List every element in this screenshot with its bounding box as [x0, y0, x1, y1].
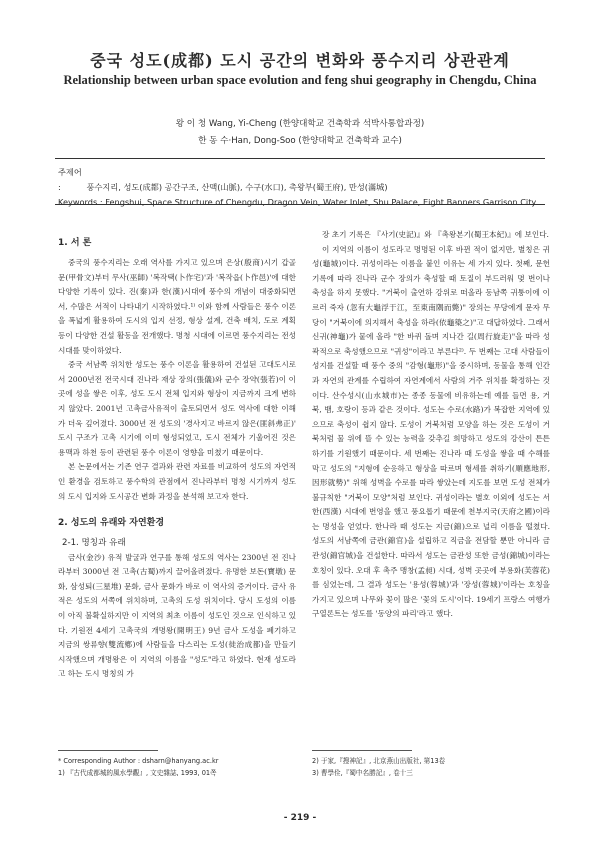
section-2-1-heading: 2-1. 명칭과 유래	[62, 538, 126, 549]
keywords-top-rule	[55, 158, 545, 159]
paper-title-english: Relationship between urban space evolution and feng shui geography in Chengdu, China	[63, 73, 537, 87]
section-1-paragraph: 본 논문에서는 기존 연구 결과와 관련 자료를 비교하여 성도의 자연적인 환경을 검토하고 풍수학의 관점에서 진나라부터 명청 시기까지 성도의 도시 입지와 도시공간 변화 과정을 분석해 보고자 한다.	[58, 462, 296, 501]
body-paragraph: 장 초기 기록은 『사기(史記)』와 『촉왕본기(蜀王本紀)』에 보인다.	[322, 230, 549, 239]
section-1-heading: 1. 서 론	[58, 238, 92, 248]
keywords-korean-text: 풍수지리, 성도(成都) 공간구조, 산맥(山脈), 수구(水口), 촉왕부(蜀王府), 만성(滿城)	[86, 182, 388, 192]
keywords-english	[58, 195, 544, 210]
section-2-heading: 2. 성도의 유래와 자연환경	[58, 518, 165, 529]
keywords-english-label: Keywords :	[58, 197, 103, 207]
footnotes-left	[58, 756, 296, 779]
left-column	[58, 228, 296, 682]
page-number: - 219 -	[283, 813, 317, 823]
author-line-2: 한 동 수·Han, Dong-Soo (한양대학교 건축학과 교수)	[198, 136, 402, 146]
keywords-english-text: Fengshui, Space Structure of Chengdu, Dragon Vein, Water Inlet, Shu Palace, Eight Banners Garrison City	[105, 197, 537, 207]
author-block	[0, 116, 600, 150]
body-paragraph: 이 지역의 이름이 성도라고 명명된 이후 바뀐 적이 없지만, 별칭은 귀성(龜城)이다. 귀성이라는 이름을 붙인 이유는 세 가지 있다. 첫째, 문헌 기록에 따라 진나라 군수 장의가 축성할 때 토질이 부드러워 몇 번이나 축성을 하지 못했다. "거북이 출연하 강위로 떠올라 동남쪽 귀퉁이에 이르러 죽자 (忽有大龜浮于江，至東南隅而斃)" 장의는 무당에게 문자 무당이 "거북이에 의지해서 축성을 하라(依龜築之)"고 대답하였다. 그래서 신귀(神龜)가 뭍에 올라 "한 바퀴 돌며 지나간 길(周行旋走)"을 따라 성곽적으로 축성했으므로 "귀성"이라고 부른다²⁾. 두 번째는 고대 사람들이 성지를 건설할 때 풍수 중의 "감형(龜形)"을 중시하며, 동물을 통해 인간과 자연의 관계를 수립하여 자연계에서 사람의 거주 위치를 확정하는 것이다. 산수성시(山水城市)는 종종 동물에 비유하는데 예를 들면 용, 거북, 뱀, 호랑이 등과 같은 것이다. 성도는 수로(水路)가 복잡한 지역에 있으므로 축성이 쉽지 않다. 도성이 거북처럼 모양을 하는 것은 도성이 거북처럼 물 위에 뜰 수 있는 능력을 갖추길 희망하고 성도의 강산이 튼튼하기를 기원했기 때문이다. 세 번째는 진나라 때 도성을 쌓을 때 수해를 막고 성도의 "지형에 순응하고 형상을 따르며 형세를 취하기(順應地形, 因形就勢)" 위해 성벽을 수로를 따라 쌓았는데 지도를 보면 도성 전체가 불규칙한 "거북이 모양"처럼 보인다. 귀성이라는 별호 이외에 성도는 서한(西漢) 시대에 번영을 했고 풍요롭기 때문에 천부지국(天府之國)이라는 명성을 얻었다. 한나라 때 성도는 지금(錦)으로 널리 이름을 떨쳤다. 성도의 서남쪽에 금관(錦官)을 설립하고 직금을 전담할 뿐만 아니라 금관성(錦官城)을 건설한다. 따라서 성도는 금관성 또한 금성(錦城)이라는 호칭이 있다. 오대 후 촉주 맹창(孟昶) 시대, 성벽 곳곳에 부용화(芙蓉花)를 심었는데, 그 결과 성도는 '용성(蓉城)'과 '장성(蓉城)'이라는 호칭을 가지고 있으며 나무와 꽃이 많은 '꽃의 도시'이다. 19세기 프랑스 여행가 구열론트는 성도를 '동양의 파리'라고 했다.	[312, 244, 550, 619]
footnote-1: 1) 『古代成都城的風水學觀』, 文史雜誌, 1993, 01쪽	[58, 768, 217, 777]
section-1-paragraph: 중국의 풍수지리는 오래 역사를 가지고 있으며 은상(殷商)시기 갑골문(甲骨文)부터 무사(巫師) '복작택(卜作宅)'과 '복작읍(卜作邑)'에 대한 다양한 기록이 있다. 진(秦)과 한(漢)시대에 풍수의 개념이 대중화되면서, 수많은 서적이 나타내기 시작하였다.¹⁾ 이와 함께 사람들은 풍수 이론을 폭넓게 활용하여 도시의 입지 선정, 형상 설계, 건축 배치, 도로 계획 등이 다양한 건설 활동을 전개했다. 명청 시대에 이르면 풍수지리는 전성시대를 맞이하였다.	[58, 258, 296, 355]
footnote-3: 3) 曹學佺,『蜀中名勝記』, 卷十三	[312, 768, 413, 777]
footnote-corresponding-author: * Corresponding Author : dsharn@hanyang.ac.kr	[58, 757, 219, 765]
section-2-paragraph: 금사(金沙) 유적 발굴과 연구를 통해 성도의 역사는 2300년 전 진나라부터 3000년 전 고촉(古蜀)까지 끌어올려졌다. 유명한 보돈(寶墩) 문화, 삼성퇴(三星堆) 문화, 금사 문화가 바로 이 역사의 증거이다. 금사 유적은 성도의 서쪽에 위치하며, 고촉의 도성 위치이다. 당시 도성의 이름이 아직 불확실하지만 이 지역의 최초 이름이 성도인 것으로 인식하고 있다. 기원전 4세기 고촉국의 개명왕(開明王) 9년 금사 도성을 폐기하고 지금의 쌍류향(雙流鄕)에 사람들을 다스리는 도성(徙治成都)을 만들기 시작했으며 개명왕은 이 지역의 이름을 "성도"라고 하였다. 현재 성도라고 하는 도시 명칭의 가	[58, 552, 296, 679]
footnote-rule-left	[58, 750, 158, 751]
footnotes-right	[312, 756, 550, 779]
right-column	[312, 228, 550, 622]
footnote-2: 2) 于家,『搜神記』, 北京燕山出版社, 第13卷	[312, 757, 446, 765]
paper-title-korean: 중국 성도(成都) 도시 공간의 변화와 풍수지리 상관관계	[90, 51, 510, 70]
author-line-1: 왕 이 청 Wang, Yi-Cheng (한양대학교 건축학과 석박사통합과정)	[175, 119, 425, 129]
keywords-korean-label: 주제어 :	[58, 167, 82, 192]
keywords-korean	[58, 165, 544, 195]
footnote-rule-right	[312, 750, 412, 751]
keywords-bottom-rule	[55, 204, 545, 205]
section-1-paragraph: 중국 서남쪽 위치한 성도는 풍수 이론을 활용하여 건설된 고대도시로서 2000년전 전국시대 진나라 재상 장의(張儀)와 군수 장약(張若)이 이곳에 성을 쌓은 이후, 성도 도시 전체 입지와 형상이 지금까지 크게 변하지 않았다. 2001년 고촉금사유적이 출토되면서 성도 역사에 대한 이해가 더욱 깊어졌다. 3000년 전 성도의 '경사지고 바르지 않은(匪斜弗正)' 도시 구조가 고촉 시기에 이미 형성되었고, 도시 전체가 기울어진 것은 용맥과 하천 등이 관련된 풍수 이론이 영향을 미쳤기 때문이다.	[58, 360, 296, 457]
